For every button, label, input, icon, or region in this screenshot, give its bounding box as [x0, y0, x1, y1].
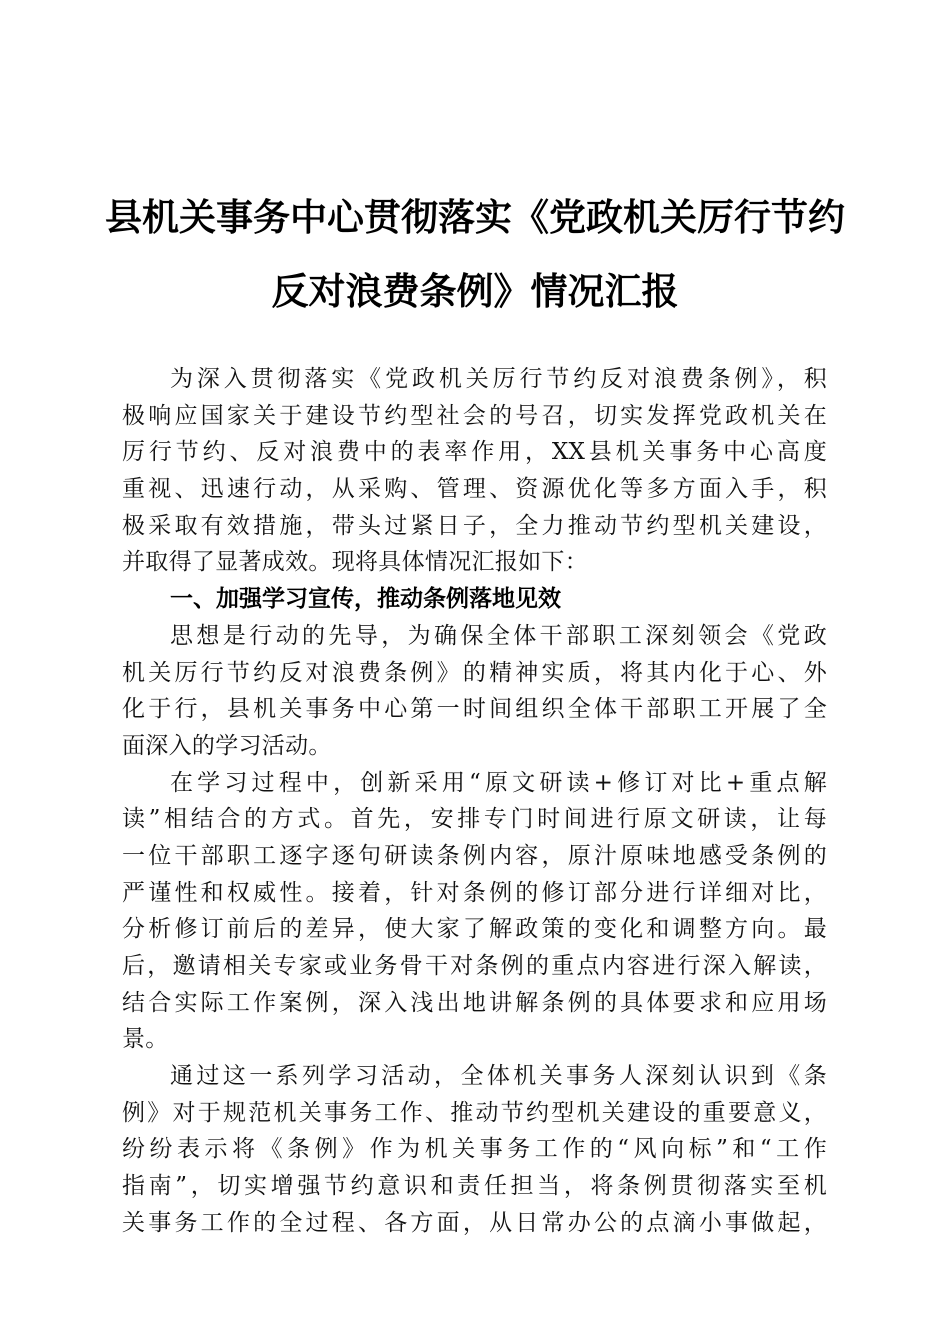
intro-paragraph — [122, 361, 827, 581]
document-title-line-2: 反对浪费条例》情况汇报 — [271, 270, 679, 313]
paragraph-2 — [122, 618, 827, 765]
paragraph-line: 化于行，县机关事务中心第一时间组织全体干部职工开展了全 — [122, 696, 827, 723]
paragraph-line: 严谨性和权威性。接着，针对条例的修订部分进行详细对比， — [122, 879, 827, 906]
paragraph-line: 纷纷表示将《条例》作为机关事务工作的“风向标”和“工作 — [122, 1136, 827, 1163]
paragraph-line: 面深入的学习活动。 — [122, 732, 332, 759]
document-title-line-1: 县机关事务中心贯彻落实《党政机关厉行节约 — [105, 196, 845, 239]
paragraph-line: 指南”，切实增强节约意识和责任担当，将条例贯彻落实至机 — [122, 1173, 827, 1200]
paragraph-line: 例》对于规范机关事务工作、推动节约型机关建设的重要意义， — [122, 1099, 827, 1126]
paragraph-line: 为深入贯彻落实《党政机关厉行节约反对浪费条例》，积 — [170, 366, 827, 392]
paragraph-line: 在学习过程中，创新采用“原文研读+修订对比+重点解 — [170, 769, 827, 796]
paragraph-line: 读”相结合的方式。首先，安排专门时间进行原文研读，让每 — [122, 806, 827, 833]
paragraph-line: 极采取有效措施，带头过紧日子，全力推动节约型机关建设， — [122, 512, 827, 539]
paragraph-line: 通过这一系列学习活动，全体机关事务人深刻认识到《条 — [170, 1063, 827, 1090]
paragraph-line: 机关厉行节约反对浪费条例》的精神实质，将其内化于心、外 — [122, 659, 827, 686]
paragraph-line: 关事务工作的全过程、各方面，从日常办公的点滴小事做起， — [122, 1209, 827, 1236]
paragraph-line: 重视、迅速行动，从采购、管理、资源优化等多方面入手，积 — [122, 476, 827, 503]
document-body — [122, 361, 827, 1242]
paragraph-line: 后，邀请相关专家或业务骨干对条例的重点内容进行深入解读， — [122, 953, 827, 979]
paragraph-line: 思想是行动的先导，为确保全体干部职工深刻领会《党政 — [170, 622, 827, 649]
paragraph-line: 极响应国家关于建设节约型社会的号召，切实发挥党政机关在 — [122, 402, 827, 429]
paragraph-line: 景。 — [122, 1026, 169, 1053]
paragraph-3 — [122, 765, 827, 1059]
section-heading-1: 一、加强学习宣传，推动条例落地见效 — [170, 586, 561, 613]
paragraph-line: 结合实际工作案例，深入浅出地讲解条例的具体要求和应用场 — [122, 989, 827, 1016]
paragraph-line: 分析修订前后的差异，使大家了解政策的变化和调整方向。最 — [122, 916, 827, 943]
paragraph-4 — [122, 1058, 827, 1241]
paragraph-line: 一位干部职工逐字逐句研读条例内容，原汁原味地感受条例的 — [122, 842, 827, 869]
paragraph-line: 厉行节约、反对浪费中的表率作用，XX县机关事务中心高度 — [122, 439, 827, 466]
paragraph-line: 并取得了显著成效。现将具体情况汇报如下： — [122, 549, 588, 576]
